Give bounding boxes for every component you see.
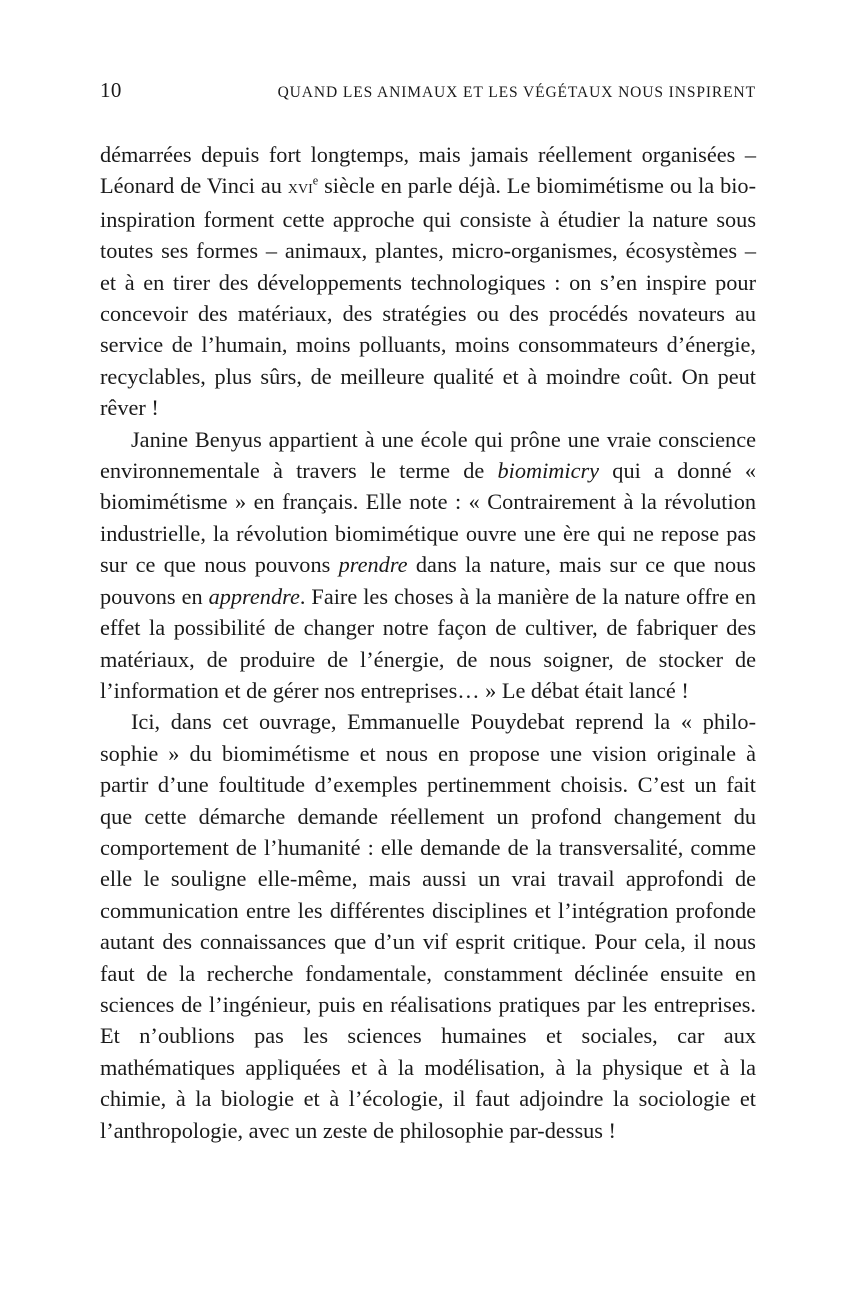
paragraph-2-segment-4: . Faire les choses à la manière de la nature offre en effet la possibilité de changer notre façon de cultiver, de fabriquer des matériaux, de produire de l’énergie, de nous soigner, de stocker de l’information et de gérer nos entreprises… » Le débat était lancé ! (100, 583, 756, 703)
page-number: 10 (100, 78, 122, 102)
paragraph-2 (100, 424, 756, 707)
paragraph-3: Ici, dans cet ouvrage, Emmanuelle Pouydebat reprend la « philosophie » du biomimétisme et nous en propose une vision originale à partir d’une foultitude d’exemples pertinemment choisis. C’est un fait que cette démarche demande réellement un profond changement du comportement de l’humanité : elle demande de la transversalité, comme elle le souligne elle-même, mais aussi un vrai travail approfondi de communication entre les différentes disciplines et l’intégration profonde autant des connaissances que d’un vif esprit critique. Pour cela, il nous faut de la recherche fondamentale, constamment déclinée ensuite en sciences de l’ingénieur, puis en réalisations pratiques par les entreprises. Et n’oublions pas les sciences humaines et sociales, car aux mathématiques appliquées et à la modélisation, à la physique et à la chimie, à la biologie et à l’écologie, il faut adjoindre la sociologie et l’anthropologie, avec un zeste de philosophie par-dessus ! (100, 709, 756, 1143)
century-superscript: e (312, 173, 319, 188)
paragraph-2-segment-2: qui a donné « biomimétisme » en français. Elle note : « Contrairement à la révolution industrielle, la révolution biomimétique ouvre une ère qui ne repose pas sur ce que nous pouvons (100, 458, 756, 578)
italic-term-prendre: prendre (338, 552, 408, 578)
book-page (100, 78, 756, 1146)
paragraph-1-text-end: siècle en parle déjà. Le biomimétisme ou la bio-inspiration forment cette approche qui consiste à étudier la nature sous toutes ses formes – animaux, plantes, micro-organismes, écosystèmes – et à en tirer des développements technologiques : on s’en inspire pour concevoir des matériaux, des stratégies ou des procédés novateurs au service de l’humain, moins polluants, moins consommateurs d’énergie, recyclables, plus sûrs, de meilleure qualité et à moindre coût. On peut rêver ! (100, 173, 756, 421)
century-numeral: xvi (287, 176, 313, 199)
paragraph-1-text-start: démarrées depuis fort longtemps, mais jamais réellement organisées – Léonard de Vinci au (100, 142, 756, 199)
running-header (100, 78, 756, 114)
italic-term-apprendre: apprendre (208, 583, 300, 609)
running-title: QUAND LES ANIMAUX ET LES VÉGÉTAUX NOUS INSPIRENT (277, 84, 756, 101)
paragraph-2-segment-1: Janine Benyus appartient à une école qui prône une vraie conscience environnementale à travers le terme de (100, 426, 756, 484)
paragraph-1 (100, 139, 756, 424)
body-text (100, 139, 756, 1146)
italic-term-biomimicry: biomimicry (497, 458, 600, 484)
paragraph-2-segment-3: dans la nature, mais sur ce que nous pouvons en (100, 552, 756, 609)
